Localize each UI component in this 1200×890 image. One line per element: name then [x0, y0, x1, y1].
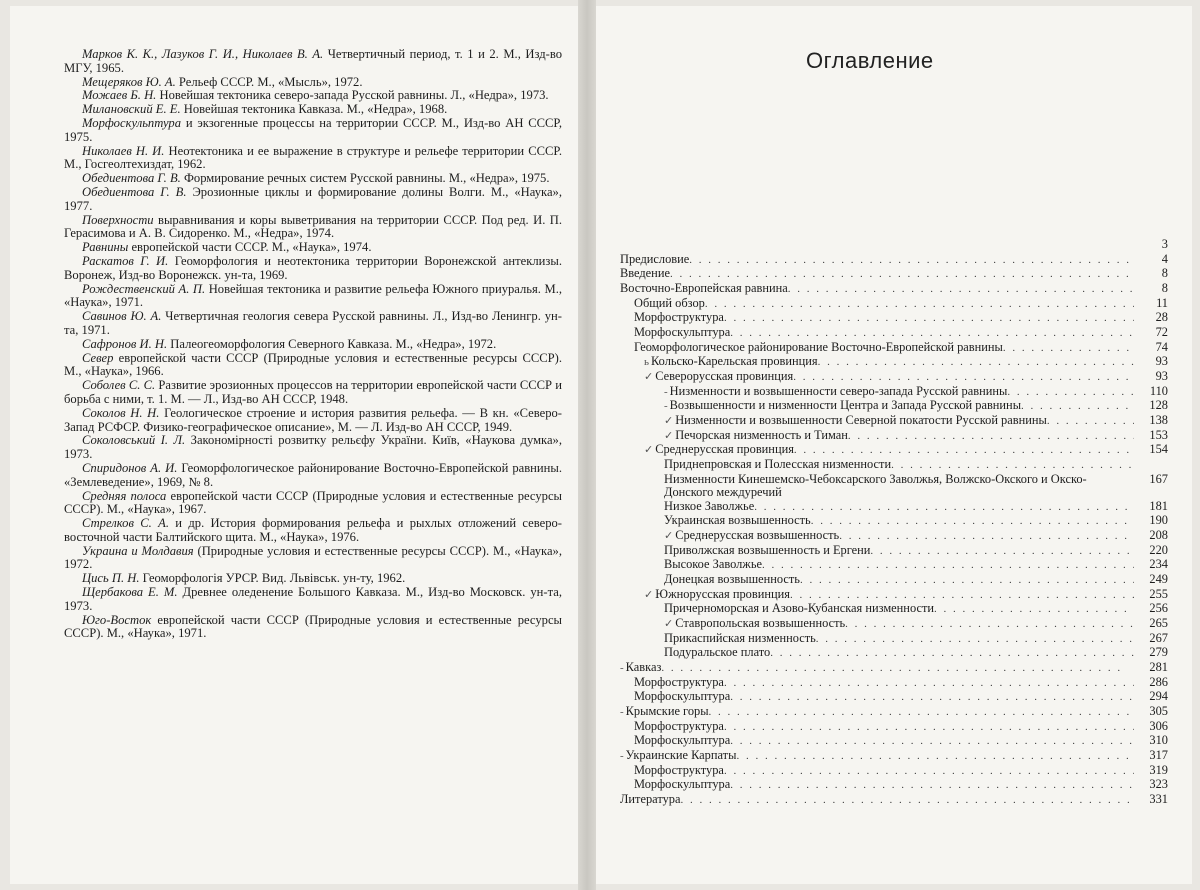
reference-text: Геоморфологія УРСР. Вид. Львівськ. ун-ту, 1962.	[139, 571, 406, 586]
reference-entry	[64, 310, 562, 338]
toc-leader-dots	[705, 298, 1134, 312]
toc-entry	[620, 514, 1168, 529]
toc-entry	[620, 588, 1168, 603]
toc-entry	[620, 370, 1168, 385]
reference-author: Обедиентова Г. В.	[82, 184, 187, 199]
reference-entry	[64, 352, 562, 380]
reference-entry	[64, 89, 562, 103]
toc-leader-dots	[1047, 415, 1134, 429]
toc-entry	[620, 267, 1168, 282]
reference-entry	[64, 283, 562, 311]
toc-page-number: 256	[1149, 601, 1168, 616]
toc-leader-dots	[730, 779, 1134, 793]
reference-text: Новейшая тектоника и развитие рельефа Южного приуралья. М., «Наука», 1971.	[64, 281, 563, 310]
toc-entry-title: Северорусская провинция	[655, 368, 794, 383]
reference-entry	[64, 407, 562, 435]
toc-entry	[620, 443, 1168, 458]
reference-entry	[64, 572, 562, 586]
reference-text: Закономірності розвитку рельєфу України. Київ, «Наукова думка», 1973.	[64, 433, 563, 462]
toc-leader-dots	[870, 545, 1134, 559]
reference-author: Спиридонов А. И.	[82, 460, 178, 475]
toc-leader-dots	[839, 530, 1134, 544]
toc-leader-dots	[661, 662, 1134, 676]
toc-entry-title: Морфоскульптура	[634, 777, 731, 792]
toc-leader-dots	[793, 371, 1134, 385]
toc-entry	[620, 764, 1168, 779]
toc-page-number: 4	[1161, 251, 1168, 266]
toc-leader-dots	[794, 444, 1134, 458]
reference-author: Цись П. Н.	[82, 571, 140, 586]
reference-text: Рельеф СССР. М., «Мысль», 1972.	[175, 74, 363, 89]
toc-entry	[620, 429, 1168, 444]
reference-entry	[64, 379, 562, 407]
toc-entry	[620, 500, 1168, 515]
toc-page-number: 190	[1149, 513, 1168, 528]
reference-entry	[64, 490, 562, 518]
reference-author: Сафронов И. Н.	[82, 336, 168, 351]
right-page	[596, 6, 1192, 884]
toc-entry	[620, 690, 1168, 705]
toc-leader-dots	[811, 515, 1134, 529]
toc-leader-dots	[848, 430, 1134, 444]
toc-leader-dots	[818, 356, 1134, 370]
reference-text: Развитие эрозионных процессов на территории европейской части СССР и борьба с ними, т. 1. М. — Л., Изд-во АН СССР, 1948.	[64, 378, 562, 406]
toc-entry-title: Среднерусская возвышенность	[675, 528, 840, 543]
toc-leader-dots	[1021, 400, 1134, 414]
reference-text: Эрозионные циклы и формирование долины Волги. М., «Наука», 1977.	[64, 184, 562, 213]
toc-entry-title: Подуральское плато	[664, 645, 771, 660]
pencil-mark: ✓	[664, 414, 674, 427]
reference-entry	[64, 462, 562, 490]
toc-leader-dots	[730, 691, 1134, 705]
reference-author: Савинов Ю. А.	[82, 309, 162, 324]
toc-page-number: 138	[1149, 412, 1168, 427]
toc-page-number: 310	[1149, 733, 1168, 748]
book-gutter	[578, 0, 596, 890]
toc-leader-dots	[788, 283, 1134, 297]
toc-entry	[620, 734, 1168, 749]
toc-leader-dots	[770, 647, 1134, 661]
pencil-mark: ✓	[644, 588, 654, 601]
toc-entry	[620, 720, 1168, 735]
reference-text: Формирование речных систем Русской равнины. М., «Недра», 1975.	[180, 171, 550, 186]
toc-page-number: 93	[1155, 368, 1168, 383]
pencil-mark: ✓	[664, 429, 674, 442]
toc-entry	[620, 282, 1168, 297]
toc-entry-title: Приволжская возвышенность и Ергени	[664, 542, 871, 557]
toc-lead-page: 3	[1161, 237, 1168, 251]
toc-entry-title: Причерноморская и Азово-Кубанская низменности	[664, 601, 934, 616]
reference-author: Рождественский А. П.	[82, 281, 206, 296]
toc-leader-dots	[736, 750, 1134, 764]
toc-page-number: 279	[1149, 645, 1168, 660]
reference-entry	[64, 517, 562, 545]
pencil-mark: -	[620, 706, 624, 718]
reference-entry	[64, 255, 562, 283]
reference-entry	[64, 103, 562, 117]
toc-entry	[620, 326, 1168, 341]
toc-entry-title: Предисловие	[620, 251, 690, 266]
reference-text: Новейшая тектоника северо-запада Русской равнины. Л., «Недра», 1973.	[156, 88, 549, 103]
pencil-mark: -	[620, 662, 624, 675]
toc-entry-title: Низменности и возвышенности Северной покатости Русской равнины	[675, 412, 1047, 427]
reference-author: Обедиентова Г. В.	[82, 171, 181, 186]
toc-entry	[620, 385, 1168, 400]
left-page	[10, 6, 578, 884]
toc-entry-title: Кавказ	[625, 660, 662, 675]
reference-author: Марков К. К., Лазуков Г. И., Николаев В. А.	[82, 47, 324, 61]
reference-entry	[64, 214, 562, 242]
reference-text: европейской части СССР (Природные условия и естественные ресурсы СССР). М., «Наука», 1971.	[64, 612, 562, 641]
reference-author: Юго-Восток	[82, 612, 152, 627]
toc-entry	[620, 749, 1168, 764]
pencil-mark: ь	[644, 356, 650, 369]
reference-text: Палеогеоморфология Северного Кавказа. М., «Недра», 1972.	[167, 336, 497, 351]
toc-entry	[620, 297, 1168, 312]
toc-page-number: 234	[1149, 557, 1168, 572]
toc-leader-dots	[934, 603, 1134, 617]
reference-list	[64, 48, 562, 641]
toc-entry	[620, 458, 1168, 473]
reference-author: Соболев С. С.	[82, 378, 156, 393]
toc-entry-title: Морфоскульптура	[634, 689, 731, 704]
reference-entry	[64, 434, 562, 462]
reference-text: Четвертичный период, т. 1 и 2. М., Изд-во МГУ, 1965.	[64, 47, 562, 75]
toc-page-number: 305	[1149, 704, 1168, 718]
toc-entry-title: Печорская низменность и Тиман	[675, 427, 848, 442]
toc-page-number: 93	[1155, 354, 1168, 369]
toc-page-number: 306	[1149, 718, 1168, 733]
toc-entry-title: Литература	[620, 791, 681, 806]
reference-author: Север	[82, 350, 114, 365]
toc-entry-title: Ставропольская возвышенность	[675, 616, 846, 631]
reference-text: Геоморфологическое районирование Восточно-Европейской равнины. «Землеведение», 1969, № 8.	[64, 460, 562, 489]
toc-entry	[620, 705, 1168, 720]
toc-entry	[620, 661, 1168, 676]
toc-entry-title: Низкое Заволжье	[664, 498, 755, 513]
toc-entry	[620, 253, 1168, 268]
pencil-mark: ✓	[644, 444, 654, 457]
pencil-mark: ✓	[664, 618, 674, 631]
toc-entry-title: Прикаспийская низменность	[664, 630, 816, 645]
toc-page-number: 153	[1149, 427, 1168, 442]
toc-page-number: 220	[1149, 542, 1168, 557]
toc-entry-title: Приднепровская и Полесская низменности	[664, 456, 892, 471]
reference-author: Соколовський I. Л.	[82, 433, 186, 448]
reference-entry	[64, 338, 562, 352]
reference-author: Морфоскульптура	[82, 115, 182, 130]
toc-entry-title: Донецкая возвышенность	[664, 572, 800, 587]
toc-entry-title: Украинские Карпаты	[625, 747, 737, 762]
toc-entry	[620, 617, 1168, 632]
toc-page-number: 72	[1155, 324, 1168, 339]
toc-leader-dots	[845, 618, 1134, 632]
reference-entry	[64, 48, 562, 76]
toc-entry	[620, 558, 1168, 573]
reference-entry	[64, 117, 562, 145]
toc-entry-title: Введение	[620, 266, 670, 281]
toc-leader-dots	[709, 706, 1134, 720]
reference-entry	[64, 186, 562, 214]
reference-author: Милановский Е. Е.	[82, 102, 181, 117]
toc-page-number: 128	[1149, 398, 1168, 413]
toc-entry-title: Морфоскульптура	[634, 324, 731, 339]
toc-page-number: 281	[1149, 660, 1168, 675]
toc-entry	[620, 646, 1168, 661]
toc-entry	[620, 793, 1168, 808]
toc-page-number: 323	[1149, 777, 1168, 792]
toc-entry-title: Геоморфологическое районирование Восточно-Европейской равнины	[634, 339, 1003, 354]
reference-author: Средняя полоса	[82, 488, 167, 503]
toc-entry-title: Низменности и возвышенности северо-запада Русской равнины	[669, 383, 1008, 398]
toc-entry-title: Крымские горы	[625, 704, 709, 718]
toc-leader-dots	[762, 559, 1134, 573]
toc-page-number: 255	[1149, 586, 1168, 601]
toc-entry-title: Морфоструктура	[634, 762, 724, 777]
toc-page-number: 28	[1155, 310, 1168, 325]
reference-author: Украина и Молдавия	[82, 543, 194, 558]
reference-text: Четвертичная геология севера Русской равнины. Л., Изд-во Ленингр. ун-та, 1971.	[64, 309, 562, 337]
reference-text: Геологическое строение и история развития рельефа. — В кн. «Северо-Запад РСФСР. Физико-географическое описание», М. — Л. Изд-во АН СССР, 1949.	[64, 405, 563, 434]
pencil-mark: -	[620, 749, 624, 762]
table-of-contents	[620, 238, 1168, 808]
toc-page-number: 331	[1149, 791, 1168, 806]
toc-page-number: 8	[1161, 266, 1168, 281]
toc-entry-title: Южнорусская провинция	[655, 586, 790, 601]
reference-entry	[64, 586, 562, 614]
toc-leader-dots	[800, 574, 1134, 588]
toc-entry	[620, 778, 1168, 793]
reference-author: Поверхности	[82, 212, 154, 227]
toc-leader-dots	[730, 327, 1134, 341]
toc-leader-dots	[1007, 386, 1134, 400]
toc-entry	[620, 602, 1168, 617]
toc-entry	[620, 573, 1168, 588]
toc-leader-dots	[689, 254, 1134, 268]
reference-text: европейской части СССР (Природные условия и естественные ресурсы СССР). М., «Наука», 1967.	[64, 488, 563, 517]
toc-page-number: 294	[1149, 689, 1168, 704]
toc-leader-dots	[1003, 342, 1134, 356]
toc-entry-title: Морфоструктура	[634, 310, 724, 325]
toc-entry-title: Морфоскульптура	[634, 733, 731, 748]
toc-page-number: 167	[1149, 471, 1168, 486]
toc-page-number: 154	[1149, 442, 1168, 457]
toc-page-number: 249	[1149, 572, 1168, 587]
reference-entry	[64, 172, 562, 186]
toc-entry-title: Морфоструктура	[634, 674, 724, 689]
pencil-mark: ✓	[664, 530, 674, 543]
pencil-mark: -	[664, 400, 668, 413]
toc-page-number: 319	[1149, 762, 1168, 777]
toc-page-number: 8	[1161, 280, 1168, 295]
pencil-mark: -	[664, 385, 668, 398]
toc-entry-title: Общий обзор	[634, 295, 705, 310]
toc-page-number: 11	[1156, 295, 1168, 310]
reference-author: Равнины	[82, 240, 129, 255]
reference-text: европейской части СССР (Природные условия и естественные ресурсы СССР). М., «Наука», 1966.	[64, 350, 562, 379]
toc-entry	[620, 399, 1168, 414]
reference-entry	[64, 145, 562, 173]
toc-entry-title: Украинская возвышенность	[664, 513, 811, 528]
toc-leader-dots	[724, 765, 1134, 779]
toc-entry	[620, 355, 1168, 370]
toc-leader-dots	[891, 459, 1134, 473]
reference-entry	[64, 76, 562, 90]
toc-leader-dots	[724, 312, 1134, 326]
toc-entry	[620, 341, 1168, 356]
toc-entry-title: Восточно-Европейская равнина	[620, 280, 788, 295]
reference-entry	[64, 614, 562, 642]
pencil-mark: ✓	[644, 370, 654, 383]
toc-leader-dots	[724, 721, 1134, 735]
toc-page-number: 317	[1149, 747, 1168, 762]
toc-leader-dots	[670, 268, 1134, 282]
reference-entry	[64, 545, 562, 573]
toc-leader-dots	[680, 794, 1134, 808]
reference-text: и экзогенные процессы на территории СССР. М., Изд-во АН СССР, 1975.	[64, 115, 562, 144]
toc-entry-title: Среднерусская провинция	[655, 442, 794, 457]
toc-leader-dots	[730, 735, 1134, 749]
toc-entry	[620, 473, 1168, 500]
reference-author: Раскатов Г. И.	[82, 253, 169, 268]
toc-entry	[620, 414, 1168, 429]
reference-text: (Природные условия и естественные ресурсы СССР). М., «Наука», 1972.	[64, 543, 563, 572]
toc-page-number: 267	[1149, 630, 1168, 645]
reference-text: Неотектоника и ее выражение в структуре и рельефе территории СССР. М., Госгеолтехиздат, 1962.	[64, 143, 562, 172]
reference-author: Можаев Б. Н.	[82, 88, 157, 103]
reference-entry	[64, 241, 562, 255]
toc-entry	[620, 311, 1168, 326]
toc-entry-title: Низменности Кинешемско-Чебоксарского Заволжья, Волжско-Окского и Окско-Донского междуречий	[664, 471, 1087, 500]
toc-page-number: 181	[1149, 498, 1168, 513]
toc-page-number: 208	[1149, 528, 1168, 543]
toc-page-number: 110	[1149, 383, 1168, 398]
reference-author: Николаев Н. И.	[82, 143, 165, 158]
toc-entry-title: Кольско-Карельская провинция	[651, 354, 818, 369]
reference-text: Древнее оледенение Большого Кавказа. М., Изд-во Московск. ун-та, 1973.	[64, 585, 562, 613]
reference-text: выравнивания и коры выветривания на территории СССР. Под ред. И. П. Герасимова и А. В. Сидоренко. М., «Недра», 1974.	[64, 212, 562, 241]
toc-page-number: 74	[1155, 339, 1168, 354]
reference-author: Щербакова Е. М.	[82, 585, 178, 600]
toc-leader-dots	[816, 633, 1134, 647]
reference-author: Соколов Н. Н.	[82, 405, 160, 420]
toc-page-number: 265	[1149, 616, 1168, 631]
toc-entry	[620, 632, 1168, 647]
toc-entry-title: Возвышенности и низменности Центра и Запада Русской равнины	[669, 398, 1022, 413]
toc-entry	[620, 544, 1168, 559]
reference-text: Новейшая тектоника Кавказа. М., «Недра», 1968.	[180, 102, 448, 117]
reference-text: и др. История формирования рельефа и рыхлых отложений северо-восточной части Балтийского щита. М., «Наука», 1976.	[64, 516, 562, 544]
reference-text: европейской части СССР. М., «Наука», 1974.	[128, 240, 372, 255]
toc-entry-title: Высокое Заволжье	[664, 557, 763, 572]
toc-title: Оглавление	[806, 48, 934, 73]
toc-entry	[620, 529, 1168, 544]
toc-leader-dots	[790, 589, 1134, 603]
toc-page-number: 286	[1149, 674, 1168, 689]
toc-leader-dots	[724, 677, 1134, 691]
toc-entry	[620, 676, 1168, 691]
reference-author: Мещеряков Ю. А.	[82, 74, 176, 89]
toc-entry-title: Морфоструктура	[634, 718, 724, 733]
reference-author: Стрелков С. А.	[82, 516, 169, 531]
reference-text: Геоморфология и неотектоника территории Воронежской антеклизы. Воронеж, Изд-во Воронежск. ун-та, 1969.	[64, 253, 562, 282]
toc-leader-dots	[754, 501, 1134, 515]
